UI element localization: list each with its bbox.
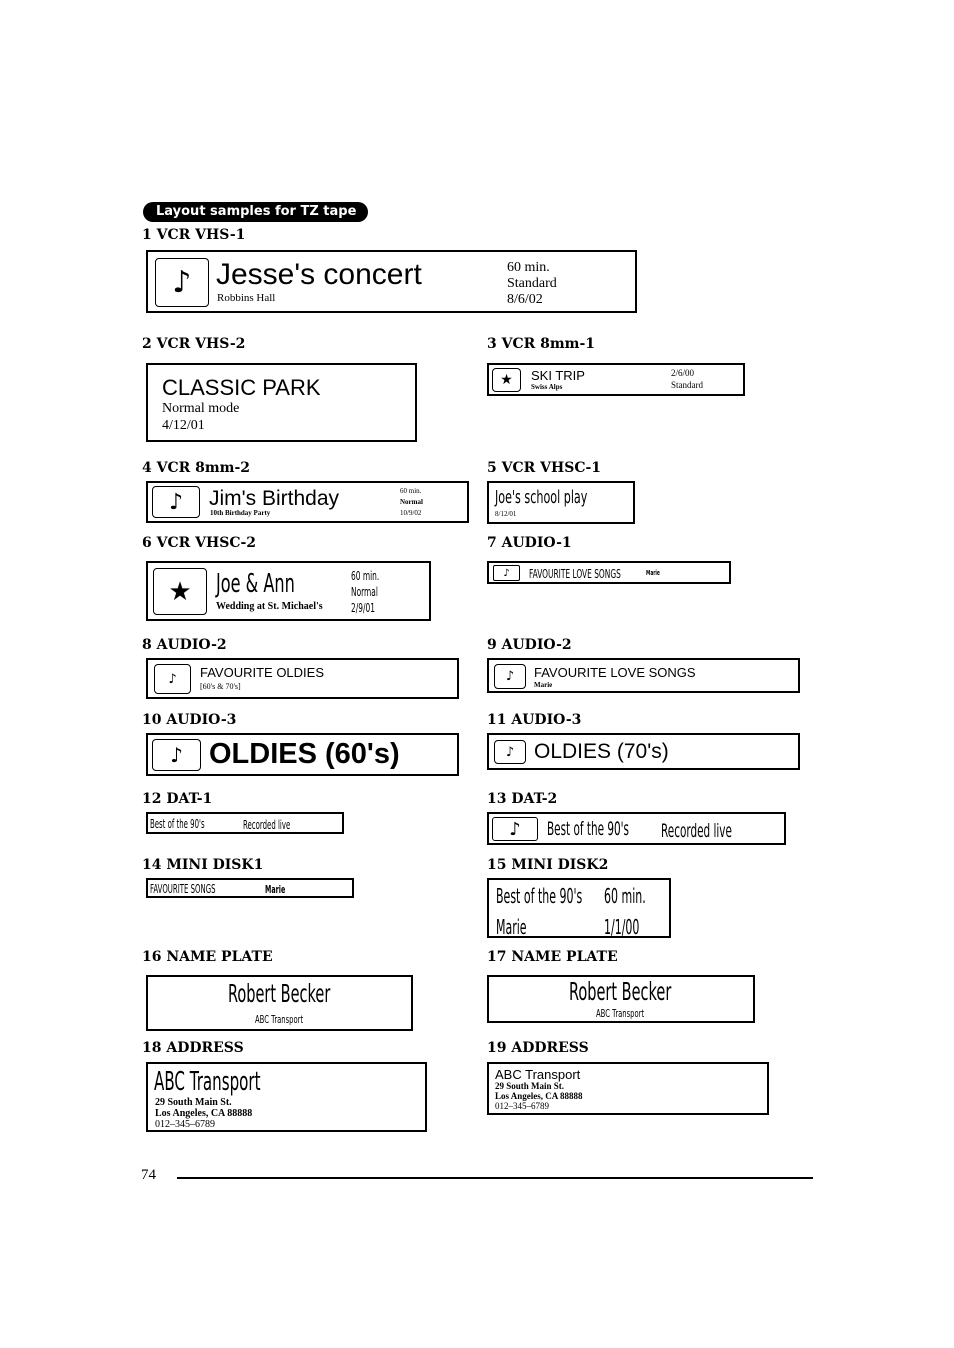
sample-caption: 9 AUDIO-2 bbox=[487, 637, 572, 653]
label-subtitle: Robbins Hall bbox=[217, 292, 276, 304]
label-address-1 bbox=[146, 1062, 427, 1132]
label-vcr-8mm-2 bbox=[146, 481, 469, 523]
address-phone: 012–345–6789 bbox=[155, 1119, 215, 1130]
label-dat-2 bbox=[487, 812, 786, 845]
label-audio-1 bbox=[487, 561, 731, 584]
label-duration: 60 min. bbox=[400, 487, 422, 495]
label-address-2 bbox=[487, 1062, 769, 1115]
music-note-icon: ♪ bbox=[492, 817, 538, 841]
label-duration: 60 min. bbox=[507, 260, 550, 275]
address-line-2: Los Angeles, CA 88888 bbox=[495, 1091, 583, 1101]
label-title: ABC Transport bbox=[495, 1067, 581, 1082]
label-title: Best of the 90's bbox=[150, 817, 205, 831]
label-title: Joe & Ann bbox=[216, 569, 295, 599]
label-title: ABC Transport bbox=[154, 1067, 261, 1097]
label-mode: Normal bbox=[351, 585, 378, 599]
sample-caption: 15 MINI DISK2 bbox=[487, 857, 609, 873]
label-title: FAVOURITE LOVE SONGS bbox=[534, 665, 696, 680]
label-title: SKI TRIP bbox=[531, 368, 585, 383]
sample-caption: 12 DAT-1 bbox=[142, 791, 213, 807]
label-mode: Standard bbox=[507, 276, 557, 291]
music-note-icon: ♪ bbox=[155, 258, 209, 307]
label-owner: Marie bbox=[646, 569, 660, 577]
label-note: Recorded live bbox=[661, 820, 732, 842]
label-mode: Standard bbox=[671, 380, 703, 390]
sample-caption: 8 AUDIO-2 bbox=[142, 637, 227, 653]
music-note-icon: ♪ bbox=[154, 664, 191, 694]
label-audio-3-70s bbox=[487, 733, 800, 770]
section-badge: Layout samples for TZ tape bbox=[143, 202, 368, 222]
sample-caption: 13 DAT-2 bbox=[487, 791, 558, 807]
label-subtitle: Swiss Alps bbox=[531, 383, 563, 391]
label-title: Best of the 90's bbox=[547, 818, 629, 840]
sample-caption: 5 VCR VHSC-1 bbox=[487, 460, 602, 476]
label-dat-1 bbox=[146, 812, 344, 834]
label-name-plate-1 bbox=[146, 975, 413, 1031]
label-subtitle: 10th Birthday Party bbox=[210, 509, 271, 517]
label-duration: 60 min. bbox=[351, 569, 380, 583]
label-title: OLDIES (60's) bbox=[209, 738, 400, 770]
music-note-icon: ♪ bbox=[152, 739, 201, 771]
label-mode: Normal bbox=[400, 498, 423, 506]
sample-caption: 10 AUDIO-3 bbox=[142, 712, 237, 728]
label-mini-disk-2 bbox=[487, 878, 671, 938]
star-icon: ★ bbox=[153, 568, 207, 615]
label-title: FAVOURITE SONGS bbox=[150, 882, 216, 896]
star-icon: ★ bbox=[492, 368, 521, 392]
label-date: 4/12/01 bbox=[162, 418, 205, 433]
sample-caption: 16 NAME PLATE bbox=[142, 949, 273, 965]
label-subtitle: Wedding at St. Michael's bbox=[216, 601, 323, 612]
sample-caption: 4 VCR 8mm-2 bbox=[142, 460, 251, 476]
label-title: CLASSIC PARK bbox=[162, 375, 321, 400]
sample-caption: 18 ADDRESS bbox=[142, 1040, 244, 1056]
label-date: 10/9/02 bbox=[400, 509, 422, 517]
label-title: OLDIES (70's) bbox=[534, 740, 669, 763]
label-audio-2-oldies bbox=[146, 658, 459, 699]
sample-caption: 17 NAME PLATE bbox=[487, 949, 618, 965]
label-subtitle: [60's & 70's] bbox=[200, 682, 241, 691]
label-mode: Normal mode bbox=[162, 401, 240, 416]
label-note: Recorded live bbox=[243, 818, 291, 832]
label-vcr-vhs-1 bbox=[146, 250, 637, 313]
label-date: 8/12/01 bbox=[495, 510, 517, 518]
label-company: ABC Transport bbox=[596, 1007, 645, 1020]
label-name-plate-2 bbox=[487, 975, 755, 1023]
address-line-1: 29 South Main St. bbox=[155, 1097, 232, 1108]
sample-caption: 6 VCR VHSC-2 bbox=[142, 535, 257, 551]
label-company: ABC Transport bbox=[255, 1013, 304, 1026]
label-audio-2-love-songs bbox=[487, 658, 800, 693]
label-date: 1/1/00 bbox=[604, 915, 640, 939]
label-name: Robert Becker bbox=[228, 979, 331, 1008]
label-vcr-vhs-2 bbox=[146, 363, 417, 442]
label-owner: Marie bbox=[534, 681, 553, 689]
sample-caption: 1 VCR VHS-1 bbox=[142, 227, 246, 243]
sample-caption: 14 MINI DISK1 bbox=[142, 857, 264, 873]
label-owner: Marie bbox=[265, 883, 286, 896]
label-date: 2/6/00 bbox=[671, 368, 695, 378]
music-note-icon: ♪ bbox=[494, 740, 526, 764]
footer-rule bbox=[177, 1177, 813, 1179]
page-number: 74 bbox=[141, 1167, 156, 1183]
music-note-icon: ♪ bbox=[152, 486, 200, 518]
sample-caption: 2 VCR VHS-2 bbox=[142, 336, 246, 352]
label-title: FAVOURITE OLDIES bbox=[200, 665, 325, 680]
sample-caption: 7 AUDIO-1 bbox=[487, 535, 572, 551]
address-line-2: Los Angeles, CA 88888 bbox=[155, 1108, 253, 1119]
label-vcr-vhsc-1 bbox=[487, 481, 635, 524]
label-name: Robert Becker bbox=[569, 977, 672, 1006]
address-phone: 012–345–6789 bbox=[495, 1101, 549, 1111]
label-title: Best of the 90's bbox=[496, 884, 583, 908]
sample-caption: 11 AUDIO-3 bbox=[487, 712, 582, 728]
label-duration: 60 min. bbox=[604, 884, 646, 908]
music-note-icon: ♪ bbox=[494, 664, 526, 689]
label-date: 8/6/02 bbox=[507, 292, 543, 307]
label-title: Joe's school play bbox=[495, 487, 588, 508]
label-audio-3-60s bbox=[146, 733, 459, 776]
label-date: 2/9/01 bbox=[351, 601, 375, 615]
label-owner: Marie bbox=[496, 915, 527, 939]
address-line-1: 29 South Main St. bbox=[495, 1081, 565, 1091]
sample-caption: 19 ADDRESS bbox=[487, 1040, 589, 1056]
label-title: Jim's Birthday bbox=[209, 487, 340, 510]
sample-caption: 3 VCR 8mm-1 bbox=[487, 336, 596, 352]
label-vcr-8mm-1 bbox=[487, 363, 745, 396]
label-vcr-vhsc-2 bbox=[146, 561, 431, 621]
music-note-icon: ♪ bbox=[493, 565, 520, 581]
label-title: FAVOURITE LOVE SONGS bbox=[529, 567, 621, 581]
label-title: Jesse's concert bbox=[216, 258, 422, 291]
label-mini-disk-1 bbox=[146, 878, 354, 898]
